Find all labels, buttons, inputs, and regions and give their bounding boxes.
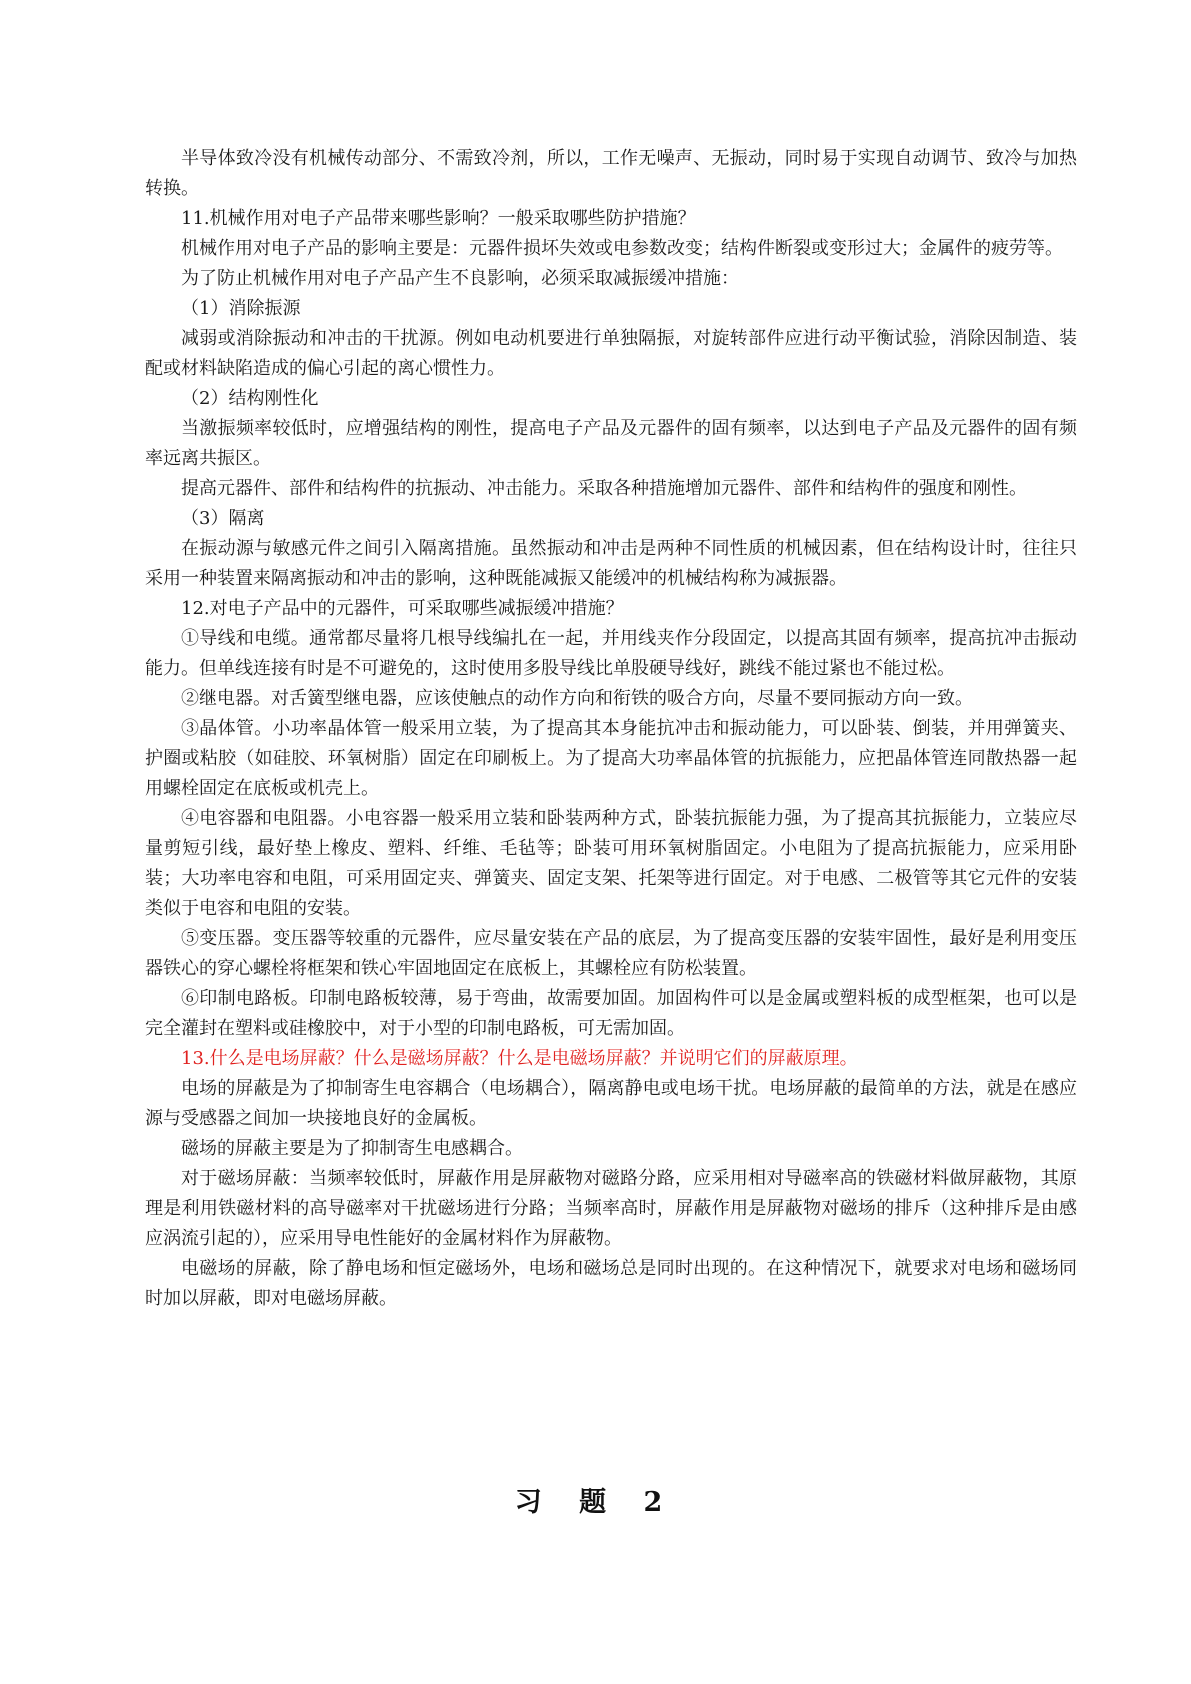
- paragraph: 减弱或消除振动和冲击的干扰源。例如电动机要进行单独隔振，对旋转部件应进行动平衡试验，消除因制造、装配或材料缺陷造成的偏心引起的离心惯性力。: [145, 328, 1077, 379]
- paragraph: 对于磁场屏蔽：当频率较低时，屏蔽作用是屏蔽物对磁路分路，应采用相对导磁率高的铁磁材料做屏蔽物，其原理是利用铁磁材料的高导磁率对干扰磁场进行分路；当频率高时，屏蔽作用是屏蔽物对磁场的排斥（这种排斥是由感应涡流引起的），应采用导电性能好的金属材料作为屏蔽物。: [145, 1168, 1077, 1249]
- highlighted-question: 13.什么是电场屏蔽？什么是磁场屏蔽？什么是电磁场屏蔽？并说明它们的屏蔽原理。: [181, 1048, 858, 1069]
- list-item: ①导线和电缆。通常都尽量将几根导线编扎在一起，并用线夹作分段固定，以提高其固有频率，提高抗冲击振动能力。但单线连接有时是不可避免的，这时使用多股导线比单股硬导线好，跳线不能过紧也不能过松。: [145, 628, 1077, 679]
- sub-heading: （1）消除振源: [181, 298, 301, 319]
- paragraph: 在振动源与敏感元件之间引入隔离措施。虽然振动和冲击是两种不同性质的机械因素，但在结构设计时，往往只采用一种装置来隔离振动和冲击的影响，这种既能减振又能缓冲的机械结构称为减振器。: [145, 538, 1077, 589]
- sub-heading: （2）结构刚性化: [181, 388, 319, 409]
- document-body: [145, 144, 1077, 1314]
- paragraph: 半导体致冷没有机械传动部分、不需致冷剂，所以，工作无噪声、无振动，同时易于实现自动调节、致冷与加热转换。: [145, 148, 1077, 199]
- chapter-title: 习 题 2: [514, 1487, 677, 1518]
- sub-heading: （3）隔离: [181, 508, 265, 529]
- list-item: ③晶体管。小功率晶体管一般采用立装，为了提高其本身能抗冲击和振动能力，可以卧装、倒装，并用弹簧夹、护圈或粘胶（如硅胶、环氧树脂）固定在印刷板上。为了提高大功率晶体管的抗振能力，应把晶体管连同散热器一起用螺栓固定在底板或机壳上。: [145, 718, 1077, 799]
- list-item: ④电容器和电阻器。小电容器一般采用立装和卧装两种方式，卧装抗振能力强，为了提高其抗振能力，立装应尽量剪短引线，最好垫上橡皮、塑料、纤维、毛毡等；卧装可用环氧树脂固定。小电阻为了提高抗振能力，应采用卧装；大功率电容和电阻，可采用固定夹、弹簧夹、固定支架、托架等进行固定。对于电感、二极管等其它元件的安装类似于电容和电阻的安装。: [145, 808, 1077, 919]
- list-item: ②继电器。对舌簧型继电器，应该使触点的动作方向和衔铁的吸合方向，尽量不要同振动方向一致。: [181, 688, 973, 709]
- question-heading: 12.对电子产品中的元器件，可采取哪些减振缓冲措施？: [181, 598, 624, 619]
- paragraph: 提高元器件、部件和结构件的抗振动、冲击能力。采取各种措施增加元器件、部件和结构件的强度和刚性。: [181, 478, 1027, 499]
- paragraph: 当激振频率较低时，应增强结构的刚性，提高电子产品及元器件的固有频率，以达到电子产品及元器件的固有频率远离共振区。: [145, 418, 1077, 469]
- paragraph: 机械作用对电子产品的影响主要是：元器件损坏失效或电参数改变；结构件断裂或变形过大；金属件的疲劳等。: [181, 238, 1063, 259]
- list-item: ⑤变压器。变压器等较重的元器件，应尽量安装在产品的底层，为了提高变压器的安装牢固性，最好是利用变压器铁心的穿心螺栓将框架和铁心牢固地固定在底板上，其螺栓应有防松装置。: [145, 928, 1077, 979]
- paragraph: 为了防止机械作用对电子产品产生不良影响，必须采取减振缓冲措施：: [181, 268, 739, 289]
- paragraph: 电场的屏蔽是为了抑制寄生电容耦合（电场耦合），隔离静电或电场干扰。电场屏蔽的最简单的方法，就是在感应源与受感器之间加一块接地良好的金属板。: [145, 1078, 1077, 1129]
- list-item: ⑥印制电路板。印制电路板较薄，易于弯曲，故需要加固。加固构件可以是金属或塑料板的成型框架，也可以是完全灌封在塑料或硅橡胶中，对于小型的印制电路板，可无需加固。: [145, 988, 1077, 1039]
- paragraph: 电磁场的屏蔽，除了静电场和恒定磁场外，电场和磁场总是同时出现的。在这种情况下，就要求对电场和磁场同时加以屏蔽，即对电磁场屏蔽。: [145, 1258, 1077, 1309]
- paragraph: 磁场的屏蔽主要是为了抑制寄生电感耦合。: [181, 1138, 523, 1159]
- question-heading: 11.机械作用对电子产品带来哪些影响？一般采取哪些防护措施？: [181, 208, 696, 229]
